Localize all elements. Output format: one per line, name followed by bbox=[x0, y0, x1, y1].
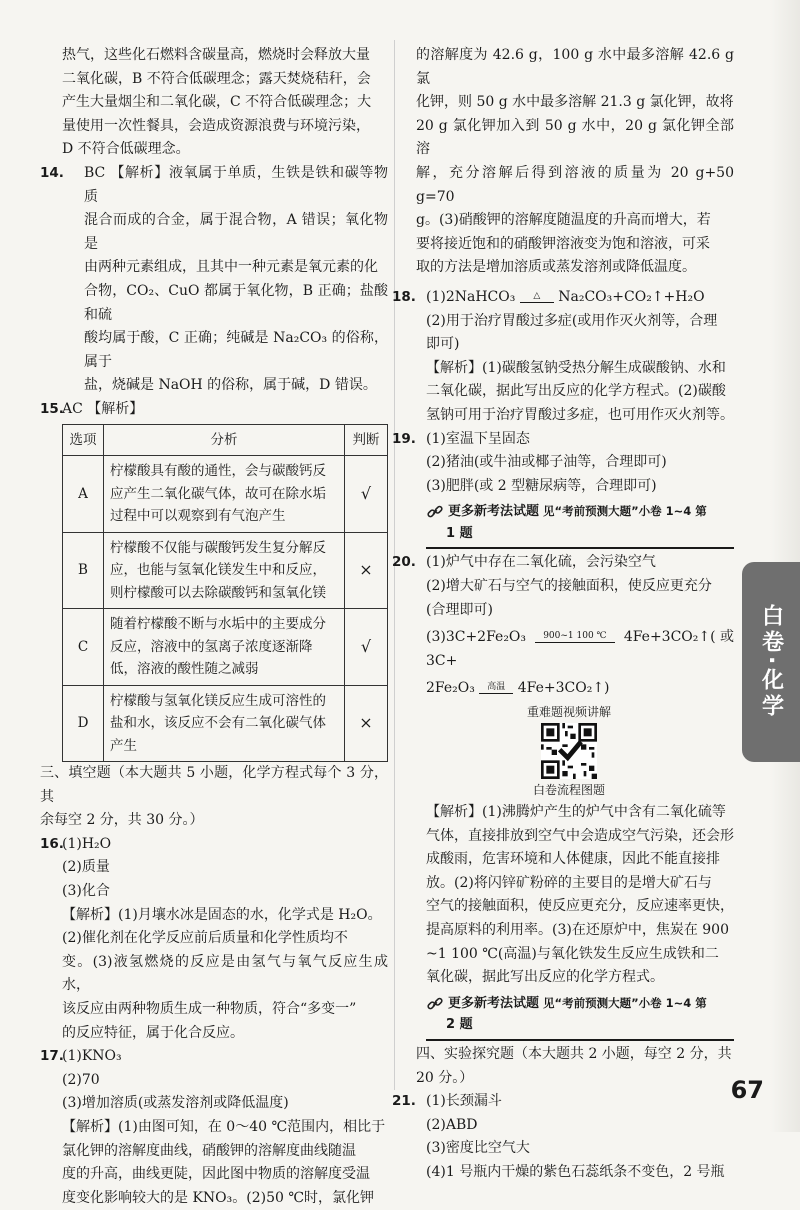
qr-title: 重难题视频讲解 bbox=[526, 705, 611, 720]
text-line: 四、实验探究题（本大题共 2 小题，每空 2 分，共 bbox=[416, 1045, 732, 1062]
question-20 bbox=[392, 551, 735, 989]
equation-products: Na₂CO₃+CO₂↑+H₂O bbox=[558, 288, 705, 305]
equation-reactants: (3)3C+2Fe₂O₃ bbox=[426, 629, 527, 646]
analysis-cell: 柠檬酸不仅能与碳酸钙发生复分解反应，也能与氢氧化镁发生中和反应，则柠檬酸可以去除碳酸钙和氢氧化镁 bbox=[104, 532, 345, 609]
reaction-condition bbox=[520, 291, 554, 303]
more-label: 更多新考法试题 bbox=[448, 995, 540, 1011]
answer-line: (3)增加溶质(或蒸发溶剂或降低温度) bbox=[62, 1095, 289, 1112]
video-qr-block bbox=[404, 703, 734, 799]
table-row bbox=[63, 609, 388, 686]
text-line: 混合而成的合金，属于混合物，A 错误；氧化物是 bbox=[84, 212, 388, 252]
answer-line: (2)70 bbox=[62, 1071, 100, 1088]
text-line: 20 g 氯化钾加入到 50 g 水中，20 g 氯化钾全部溶 bbox=[416, 117, 734, 158]
qr-caption: 白卷流程图题 bbox=[532, 783, 605, 798]
answer-line: (2)猪油(或牛油或椰子油等，合理即可) bbox=[426, 454, 667, 471]
equation-reactants: 2Fe₂O₃ bbox=[426, 680, 475, 697]
analysis-line: 空气的接触面积，使反应更充分，反应速率更快， bbox=[426, 898, 734, 915]
analysis-line: (2)催化剂在化学反应前后质量和化学性质均不 bbox=[62, 930, 348, 947]
text-line: 解，充分溶解后得到溶液的质量为 20 g+50 g=70 bbox=[416, 164, 734, 205]
text-line: 酸均属于酸，C 正确；纯碱是 Na₂CO₃ 的俗称，属于 bbox=[84, 330, 388, 370]
question-14 bbox=[40, 162, 388, 398]
link-icon bbox=[426, 503, 444, 521]
more-label: 更多新考法试题 bbox=[448, 504, 540, 520]
question-18 bbox=[392, 286, 734, 428]
question-head: AC 【解析】 bbox=[62, 400, 144, 417]
analysis-line: 【解析】(1)由图可知，在 0～40 ℃范围内，相比于 bbox=[62, 1118, 386, 1135]
question-number: 16. bbox=[40, 835, 64, 852]
question-15 bbox=[40, 398, 388, 762]
reaction-condition bbox=[535, 631, 615, 643]
more-tail-row bbox=[426, 522, 734, 550]
answer-line: (3)肥胖(或 2 型糖尿病等，合理即可) bbox=[426, 477, 657, 494]
table-header: 选项 bbox=[63, 424, 104, 456]
answer-line: 即可) bbox=[426, 336, 460, 353]
question-number: 20. bbox=[392, 554, 416, 571]
answer-line: (3)密度比空气大 bbox=[426, 1140, 530, 1157]
text-line: 化钾，则 50 g 水中最多溶解 21.3 g 氯化钾，故将 bbox=[416, 94, 734, 111]
analysis-line: 放。(2)将闪锌矿粉碎的主要目的是增大矿石与 bbox=[426, 874, 712, 891]
right-column bbox=[392, 44, 735, 1185]
left-column bbox=[40, 44, 388, 1210]
text-line: 量使用一次性餐具，会造成资源浪费与环境污染， bbox=[62, 117, 370, 134]
text-line: BC 【解析】液氧属于单质，生铁是铁和碳等物质 bbox=[84, 164, 388, 205]
more-tail: 2 题 bbox=[426, 1013, 734, 1041]
more-questions-banner-1 bbox=[404, 500, 734, 549]
answer-line: (1)室温下呈固态 bbox=[426, 430, 530, 447]
reaction-condition bbox=[479, 682, 513, 694]
text-line: 二氧化碳，B 不符合低碳理念；露天焚烧秸秆，会 bbox=[62, 70, 371, 87]
analysis-table bbox=[62, 424, 388, 763]
page-number: 67 bbox=[730, 1076, 764, 1104]
question-number: 19. bbox=[392, 430, 416, 447]
question-21 bbox=[392, 1090, 734, 1184]
answer-line: (2)质量 bbox=[62, 859, 110, 876]
analysis-line: ~1 100 ℃(高温)与氧化铁发生反应生成铁和二 bbox=[426, 945, 719, 962]
analysis-line: 成酸雨，危害环境和人体健康，因此不能直接排 bbox=[426, 851, 720, 868]
intro-paragraph bbox=[62, 44, 388, 162]
analysis-line: 氧化碳，据此写出反应的化学方程式。 bbox=[426, 969, 664, 986]
section-4-heading bbox=[404, 1043, 734, 1090]
more-link[interactable] bbox=[426, 992, 734, 1016]
text-line: 的溶解度为 42.6 g，100 g 水中最多溶解 42.6 g 氯 bbox=[416, 47, 734, 87]
answer-line: (1)KNO₃ bbox=[62, 1048, 122, 1065]
question-number: 18. bbox=[392, 288, 416, 305]
analysis-line: 氯化钾的溶解度曲线，硝酸钾的溶解度曲线随温 bbox=[62, 1142, 356, 1159]
link-icon bbox=[426, 995, 444, 1013]
text-line: D 不符合低碳理念。 bbox=[62, 141, 190, 158]
answer-line: (1)长颈漏斗 bbox=[426, 1093, 502, 1110]
question-number: 14. bbox=[40, 164, 64, 181]
analysis-line: 二氧化碳，据此写出反应的化学方程式。(2)碳酸 bbox=[426, 383, 726, 400]
judge-cell: × bbox=[345, 685, 388, 762]
qr-code-icon[interactable] bbox=[541, 723, 597, 779]
side-tab-label: 白卷·化学 bbox=[758, 603, 784, 721]
answer-line: (1)H₂O bbox=[62, 835, 112, 852]
answer-line: (1)炉气中存在二氧化硫，会污染空气 bbox=[426, 554, 656, 571]
analysis-line: 变。(3)液氢燃烧的反应是由氢气与氧气反应生成水， bbox=[62, 953, 388, 994]
condition-text: 高温 bbox=[487, 682, 506, 693]
text-line: 三、填空题（本大题共 5 小题，化学方程式每个 3 分，其 bbox=[40, 765, 388, 805]
q17-continuation bbox=[404, 44, 734, 280]
more-questions-banner-2 bbox=[404, 992, 734, 1041]
question-19 bbox=[392, 428, 734, 499]
more-sub: 见“考前预测大题”小卷 1~4 第 bbox=[543, 995, 707, 1010]
table-header: 判断 bbox=[345, 424, 388, 456]
more-tail: 1 题 bbox=[426, 522, 734, 550]
question-number: 21. bbox=[392, 1093, 416, 1110]
text-line: 热气，这些化石燃料含碳量高，燃烧时会释放大量 bbox=[62, 47, 370, 63]
analysis-line: 度变化影响较大的是 KNO₃。(2)50 ℃时，氯化钾 bbox=[62, 1189, 375, 1206]
text-line: 取的方法是增加溶质或蒸发溶剂或降低温度。 bbox=[416, 259, 696, 276]
analysis-line: 气体，直接排放到空气中会造成空气污染，还会形 bbox=[426, 827, 734, 844]
question-number: 15. bbox=[40, 400, 64, 417]
judge-cell: × bbox=[345, 532, 388, 609]
judge-cell: √ bbox=[345, 609, 388, 686]
text-line: 要将接近饱和的硝酸钾溶液变为饱和溶液，可采 bbox=[416, 235, 710, 252]
equation-products: 4Fe+3CO₂↑) bbox=[517, 680, 610, 697]
more-tail-row bbox=[426, 1013, 734, 1041]
text-line: 20 分。） bbox=[416, 1069, 474, 1086]
answer-line: (2)用于治疗胃酸过多症(或用作灭火剂等，合理 bbox=[426, 312, 718, 329]
table-header-row bbox=[63, 424, 388, 456]
analysis-cell: 柠檬酸与氢氧化镁反应生成可溶性的盐和水，该反应不会有二氧化碳气体产生 bbox=[104, 685, 345, 762]
analysis-line: 度的升高，曲线更陡，因此图中物质的溶解度受温 bbox=[62, 1166, 370, 1183]
judge-cell: √ bbox=[345, 456, 388, 533]
analysis-line: 【解析】(1)月壤水冰是固态的水，化学式是 H₂O。 bbox=[62, 906, 382, 923]
equation-products: 4Fe+3CO₂↑(或 3C+ bbox=[426, 629, 735, 669]
answer-line: (合理即可) bbox=[426, 601, 493, 618]
question-16 bbox=[40, 833, 388, 1045]
answer-line: (4)1 号瓶内干燥的紫色石蕊纸条不变色，2 号瓶 bbox=[426, 1163, 725, 1180]
analysis-line: 该反应由两种物质生成一种物质，符合“多变一” bbox=[62, 1000, 357, 1017]
option-cell: C bbox=[63, 609, 104, 686]
answer-line: (2)ABD bbox=[426, 1116, 478, 1133]
table-row bbox=[63, 532, 388, 609]
equation-reactants: (1)2NaHCO₃ bbox=[426, 288, 516, 305]
text-line: g。(3)硝酸钾的溶解度随温度的升高而增大，若 bbox=[416, 212, 711, 229]
option-cell: A bbox=[63, 456, 104, 533]
text-line: 合物，CO₂、CuO 都属于氧化物，B 正确；盐酸和硫 bbox=[84, 282, 388, 323]
text-line: 余每空 2 分，共 30 分。） bbox=[40, 812, 204, 829]
answer-line: (3)化合 bbox=[62, 882, 110, 899]
text-line: 由两种元素组成，且其中一种元素是氧元素的化 bbox=[84, 259, 378, 276]
more-sub: 见“考前预测大题”小卷 1~4 第 bbox=[543, 504, 707, 519]
condition-text: 900~1 100 ℃ bbox=[543, 631, 607, 642]
analysis-line: 氢钠可用于治疗胃酸过多症，也可用作灭火剂等。 bbox=[426, 406, 734, 423]
answer-line: (2)增大矿石与空气的接触面积，使反应更充分 bbox=[426, 578, 712, 595]
condition-text: △ bbox=[533, 290, 541, 301]
table-row bbox=[63, 685, 388, 762]
equation-line bbox=[404, 626, 734, 673]
analysis-line: 的反应特征，属于化合反应。 bbox=[62, 1024, 244, 1041]
section-3-heading bbox=[40, 762, 388, 833]
subject-side-tab bbox=[742, 562, 800, 762]
question-17 bbox=[40, 1045, 388, 1210]
more-link[interactable] bbox=[426, 500, 734, 524]
table-header: 分析 bbox=[104, 424, 345, 456]
table-row bbox=[63, 456, 388, 533]
analysis-cell: 柠檬酸具有酸的通性，会与碳酸钙反应产生二氧化碳气体，故可在除水垢过程中可以观察到有气泡产生 bbox=[104, 456, 345, 533]
analysis-line: 【解析】(1)沸腾炉产生的炉气中含有二氧化硫等 bbox=[426, 804, 726, 821]
text-line: 盐，烧碱是 NaOH 的俗称，属于碱，D 错误。 bbox=[84, 377, 377, 394]
equation-line bbox=[404, 677, 734, 701]
analysis-line: 【解析】(1)碳酸氢钠受热分解生成碳酸钠、水和 bbox=[426, 359, 726, 376]
text-line: 产生大量烟尘和二氧化碳，C 不符合低碳理念；大 bbox=[62, 94, 372, 111]
option-cell: D bbox=[63, 685, 104, 762]
analysis-cell: 随着柠檬酸不断与水垢中的主要成分反应，溶液中的氢离子浓度逐渐降低，溶液的酸性随之减弱 bbox=[104, 609, 345, 686]
option-cell: B bbox=[63, 532, 104, 609]
equation-line bbox=[404, 286, 734, 310]
analysis-line: 提高原料的利用率。(3)在还原炉中，焦炭在 900 bbox=[426, 922, 730, 938]
question-number: 17. bbox=[40, 1048, 64, 1065]
